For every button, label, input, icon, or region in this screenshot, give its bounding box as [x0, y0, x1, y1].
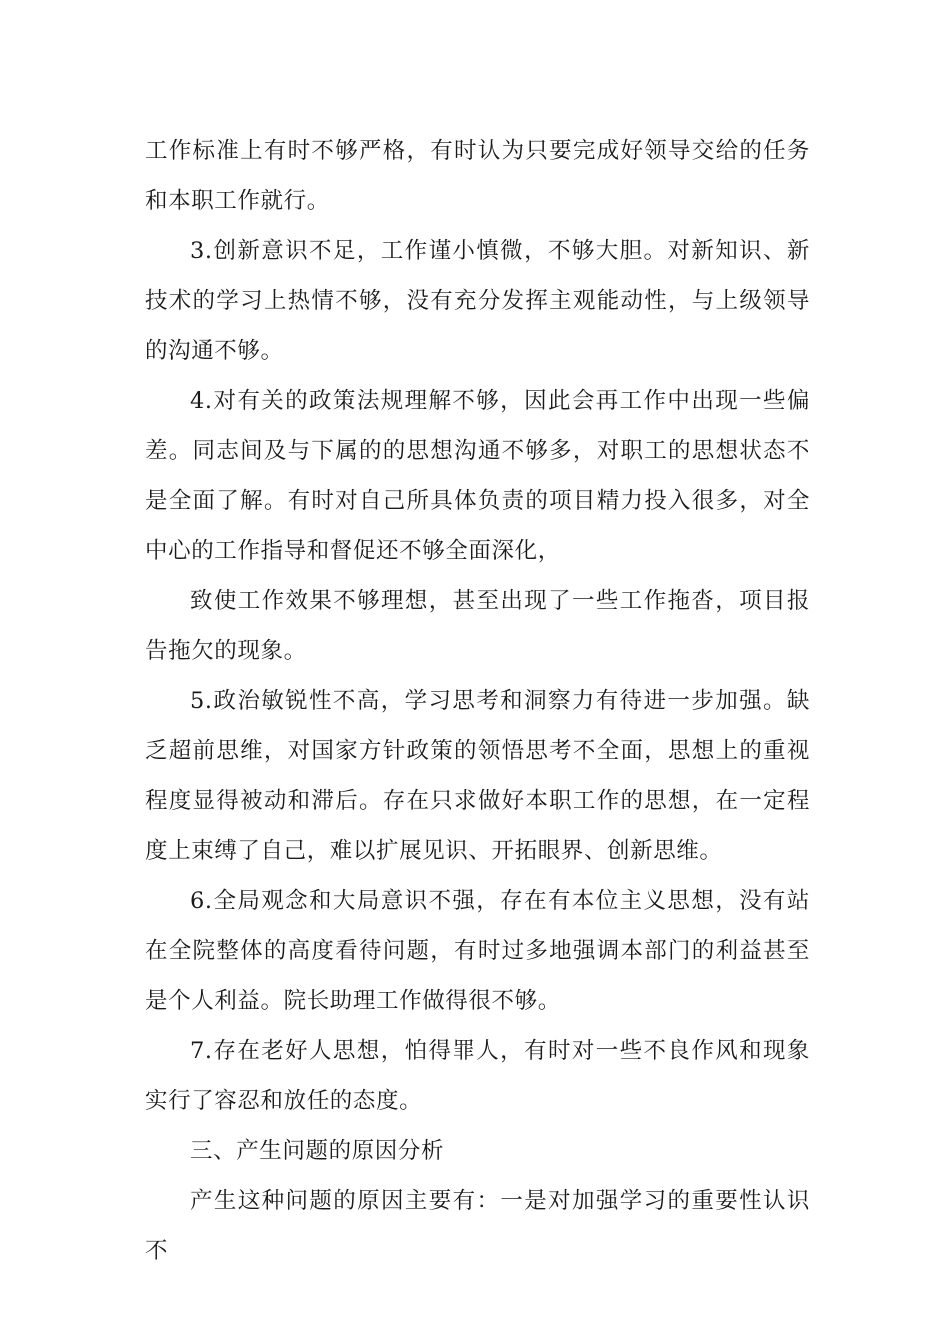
document-body: [145, 126, 810, 1276]
paragraph-item-7: 7.存在老好人思想，怕得罪人，有时对一些不良作风和现象实行了容忍和放任的态度。: [145, 1038, 810, 1114]
paragraph-cause-intro: 产生这种问题的原因主要有：一是对加强学习的重要性认识不: [145, 1188, 810, 1264]
section-heading-cause-analysis: 三、产生问题的原因分析: [190, 1138, 445, 1164]
paragraph-item-4: 4.对有关的政策法规理解不够，因此会再工作中出现一些偏差。同志间及与下属的的思想沟通不够多，对职工的思想状态不是全面了解。有时对自己所具体负责的项目精力投入很多，对全中心的工作指导和督促还不够全面深化，: [145, 388, 810, 564]
paragraph-work-standard: 工作标准上有时不够严格，有时认为只要完成好领导交给的任务和本职工作就行。: [145, 138, 810, 214]
paragraph-item-3: 3.创新意识不足，工作谨小慎微，不够大胆。对新知识、新技术的学习上热情不够，没有充分发挥主观能动性，与上级领导的沟通不够。: [145, 238, 810, 364]
paragraph-item-4-continued: 致使工作效果不够理想，甚至出现了一些工作拖沓，项目报告拖欠的现象。: [145, 588, 810, 664]
paragraph-item-6: 6.全局观念和大局意识不强，存在有本位主义思想，没有站在全院整体的高度看待问题，有时过多地强调本部门的利益甚至是个人利益。院长助理工作做得很不够。: [145, 888, 810, 1014]
paragraph-item-5: 5.政治敏锐性不高，学习思考和洞察力有待进一步加强。缺乏超前思维，对国家方针政策的领悟思考不全面，思想上的重视程度显得被动和滞后。存在只求做好本职工作的思想，在一定程度上束缚了自己，难以扩展见识、开拓眼界、创新思维。: [145, 688, 810, 864]
